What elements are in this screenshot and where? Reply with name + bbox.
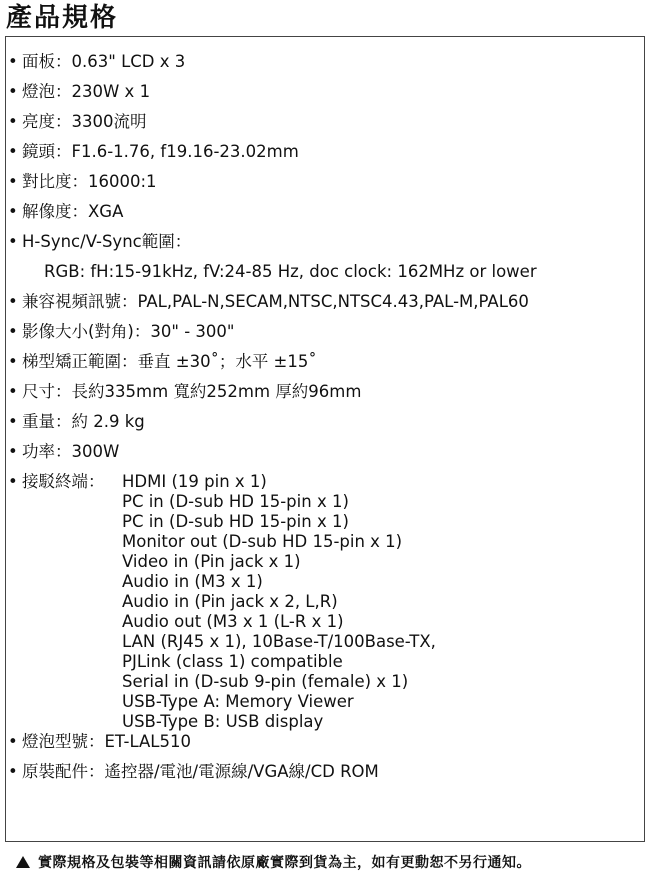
spec-label: H-Sync/V-Sync範圍： (22, 232, 192, 251)
bullet: • (8, 82, 18, 101)
bullet: • (8, 112, 18, 131)
spec-item-terminals (0, 472, 650, 732)
spec-value: PAL,PAL-N,SECAM,NTSC,NTSC4.43,PAL-M,PAL60 (137, 292, 529, 311)
spec-list (0, 52, 650, 792)
terminal-item: USB-Type B: USB display (122, 712, 324, 731)
spec-value: 0.63" LCD x 3 (71, 52, 186, 71)
spec-label: 尺寸：長約335mm 寬約252mm 厚約96mm (22, 382, 362, 401)
spec-label: 面板：0.63" LCD x 3 (22, 52, 186, 71)
spec-label: 影像大小(對角)：30" - 300" (22, 322, 235, 341)
spec-item-dimensions (0, 382, 650, 412)
spec-value: ET-LAL510 (104, 732, 191, 751)
terminal-item: Monitor out (D-sub HD 15-pin x 1) (122, 532, 403, 551)
terminal-item: PC in (D-sub HD 15-pin x 1) (122, 492, 349, 511)
terminal-item: Audio out (M3 x 1 (L-R x 1) (122, 612, 344, 631)
bullet: • (8, 142, 18, 161)
spec-item-power (0, 442, 650, 472)
spec-item-brightness (0, 112, 650, 142)
spec-label: 鏡頭：F1.6-1.76, f19.16-23.02mm (22, 142, 299, 161)
bullet: • (8, 292, 18, 311)
terminal-item: PC in (D-sub HD 15-pin x 1) (122, 512, 349, 531)
terminal-item: LAN (RJ45 x 1), 10Base-T/100Base-TX, (122, 632, 436, 651)
spec-label: 功率：300W (22, 442, 120, 461)
bullet: • (8, 202, 18, 221)
bullet: • (8, 172, 18, 191)
spec-value: 300W (71, 442, 120, 461)
spec-item-resolution (0, 202, 650, 232)
spec-continuation: RGB: fH:15-91kHz, fV:24-85 Hz, doc clock: 162MHz or lower (44, 262, 537, 281)
terminal-item: Audio in (Pin jack x 2, L,R) (122, 592, 338, 611)
bullet: • (8, 322, 18, 341)
terminal-item: Audio in (M3 x 1) (122, 572, 263, 591)
spec-item-image-size (0, 322, 650, 352)
spec-value: F1.6-1.76, f19.16-23.02mm (71, 142, 299, 161)
spec-value: 30" - 300" (150, 322, 235, 341)
spec-item-accessories (0, 762, 650, 792)
bullet: • (8, 52, 18, 71)
bullet: • (8, 762, 18, 781)
bullet: • (8, 232, 18, 251)
spec-label: 燈泡：230W x 1 (22, 82, 151, 101)
warning-triangle-icon (16, 856, 30, 868)
spec-value: XGA (88, 202, 124, 221)
spec-label: 梯型矯正範圍：垂直 ±30˚；水平 ±15˚ (22, 352, 317, 371)
spec-label: 重量：約 2.9 kg (22, 412, 145, 431)
spec-value: 垂直 ±30˚；水平 ±15˚ (137, 352, 317, 371)
spec-label: 兼容視頻訊號：PAL,PAL-N,SECAM,NTSC,NTSC4.43,PAL-M,PAL60 (22, 292, 529, 311)
terminal-item: USB-Type A: Memory Viewer (122, 692, 354, 711)
terminal-item: Video in (Pin jack x 1) (122, 552, 301, 571)
terminal-item: Serial in (D-sub 9-pin (female) x 1) (122, 672, 409, 691)
spec-item-video-signal (0, 292, 650, 322)
page-title: 產品規格 (6, 3, 119, 33)
bullet: • (8, 412, 18, 431)
disclaimer (16, 852, 531, 872)
spec-item-keystone (0, 352, 650, 382)
spec-item-sync-range (0, 232, 650, 292)
spec-value: 長約335mm 寬約252mm 厚約96mm (71, 382, 362, 401)
spec-item-lamp (0, 82, 650, 112)
spec-label: 解像度：XGA (22, 202, 124, 221)
spec-item-panel (0, 52, 650, 82)
spec-label: 接駁終端： (22, 472, 105, 491)
spec-item-weight (0, 412, 650, 442)
bullet: • (8, 732, 18, 751)
spec-item-lamp-model (0, 732, 650, 762)
terminal-item: PJLink (class 1) compatible (122, 652, 343, 671)
bullet: • (8, 472, 18, 491)
spec-label: 原裝配件：遙控器/電池/電源線/VGA線/CD ROM (22, 762, 379, 781)
bullet: • (8, 382, 18, 401)
spec-value: 遙控器/電池/電源線/VGA線/CD ROM (104, 762, 379, 781)
terminal-item: HDMI (19 pin x 1) (122, 472, 267, 491)
spec-item-lens (0, 142, 650, 172)
terminal-list (122, 472, 436, 732)
spec-label: 燈泡型號：ET-LAL510 (22, 732, 191, 751)
disclaimer-text: 實際規格及包裝等相關資訊請依原廠實際到貨為主，如有更動恕不另行通知。 (38, 855, 531, 871)
bullet: • (8, 442, 18, 461)
spec-value: 3300流明 (71, 112, 147, 131)
bullet: • (8, 352, 18, 371)
spec-label: 亮度：3300流明 (22, 112, 147, 131)
spec-value: 230W x 1 (71, 82, 151, 101)
spec-label: 對比度：16000:1 (22, 172, 157, 191)
spec-value: 約 2.9 kg (71, 412, 145, 431)
spec-value: 16000:1 (88, 172, 157, 191)
spec-item-contrast (0, 172, 650, 202)
